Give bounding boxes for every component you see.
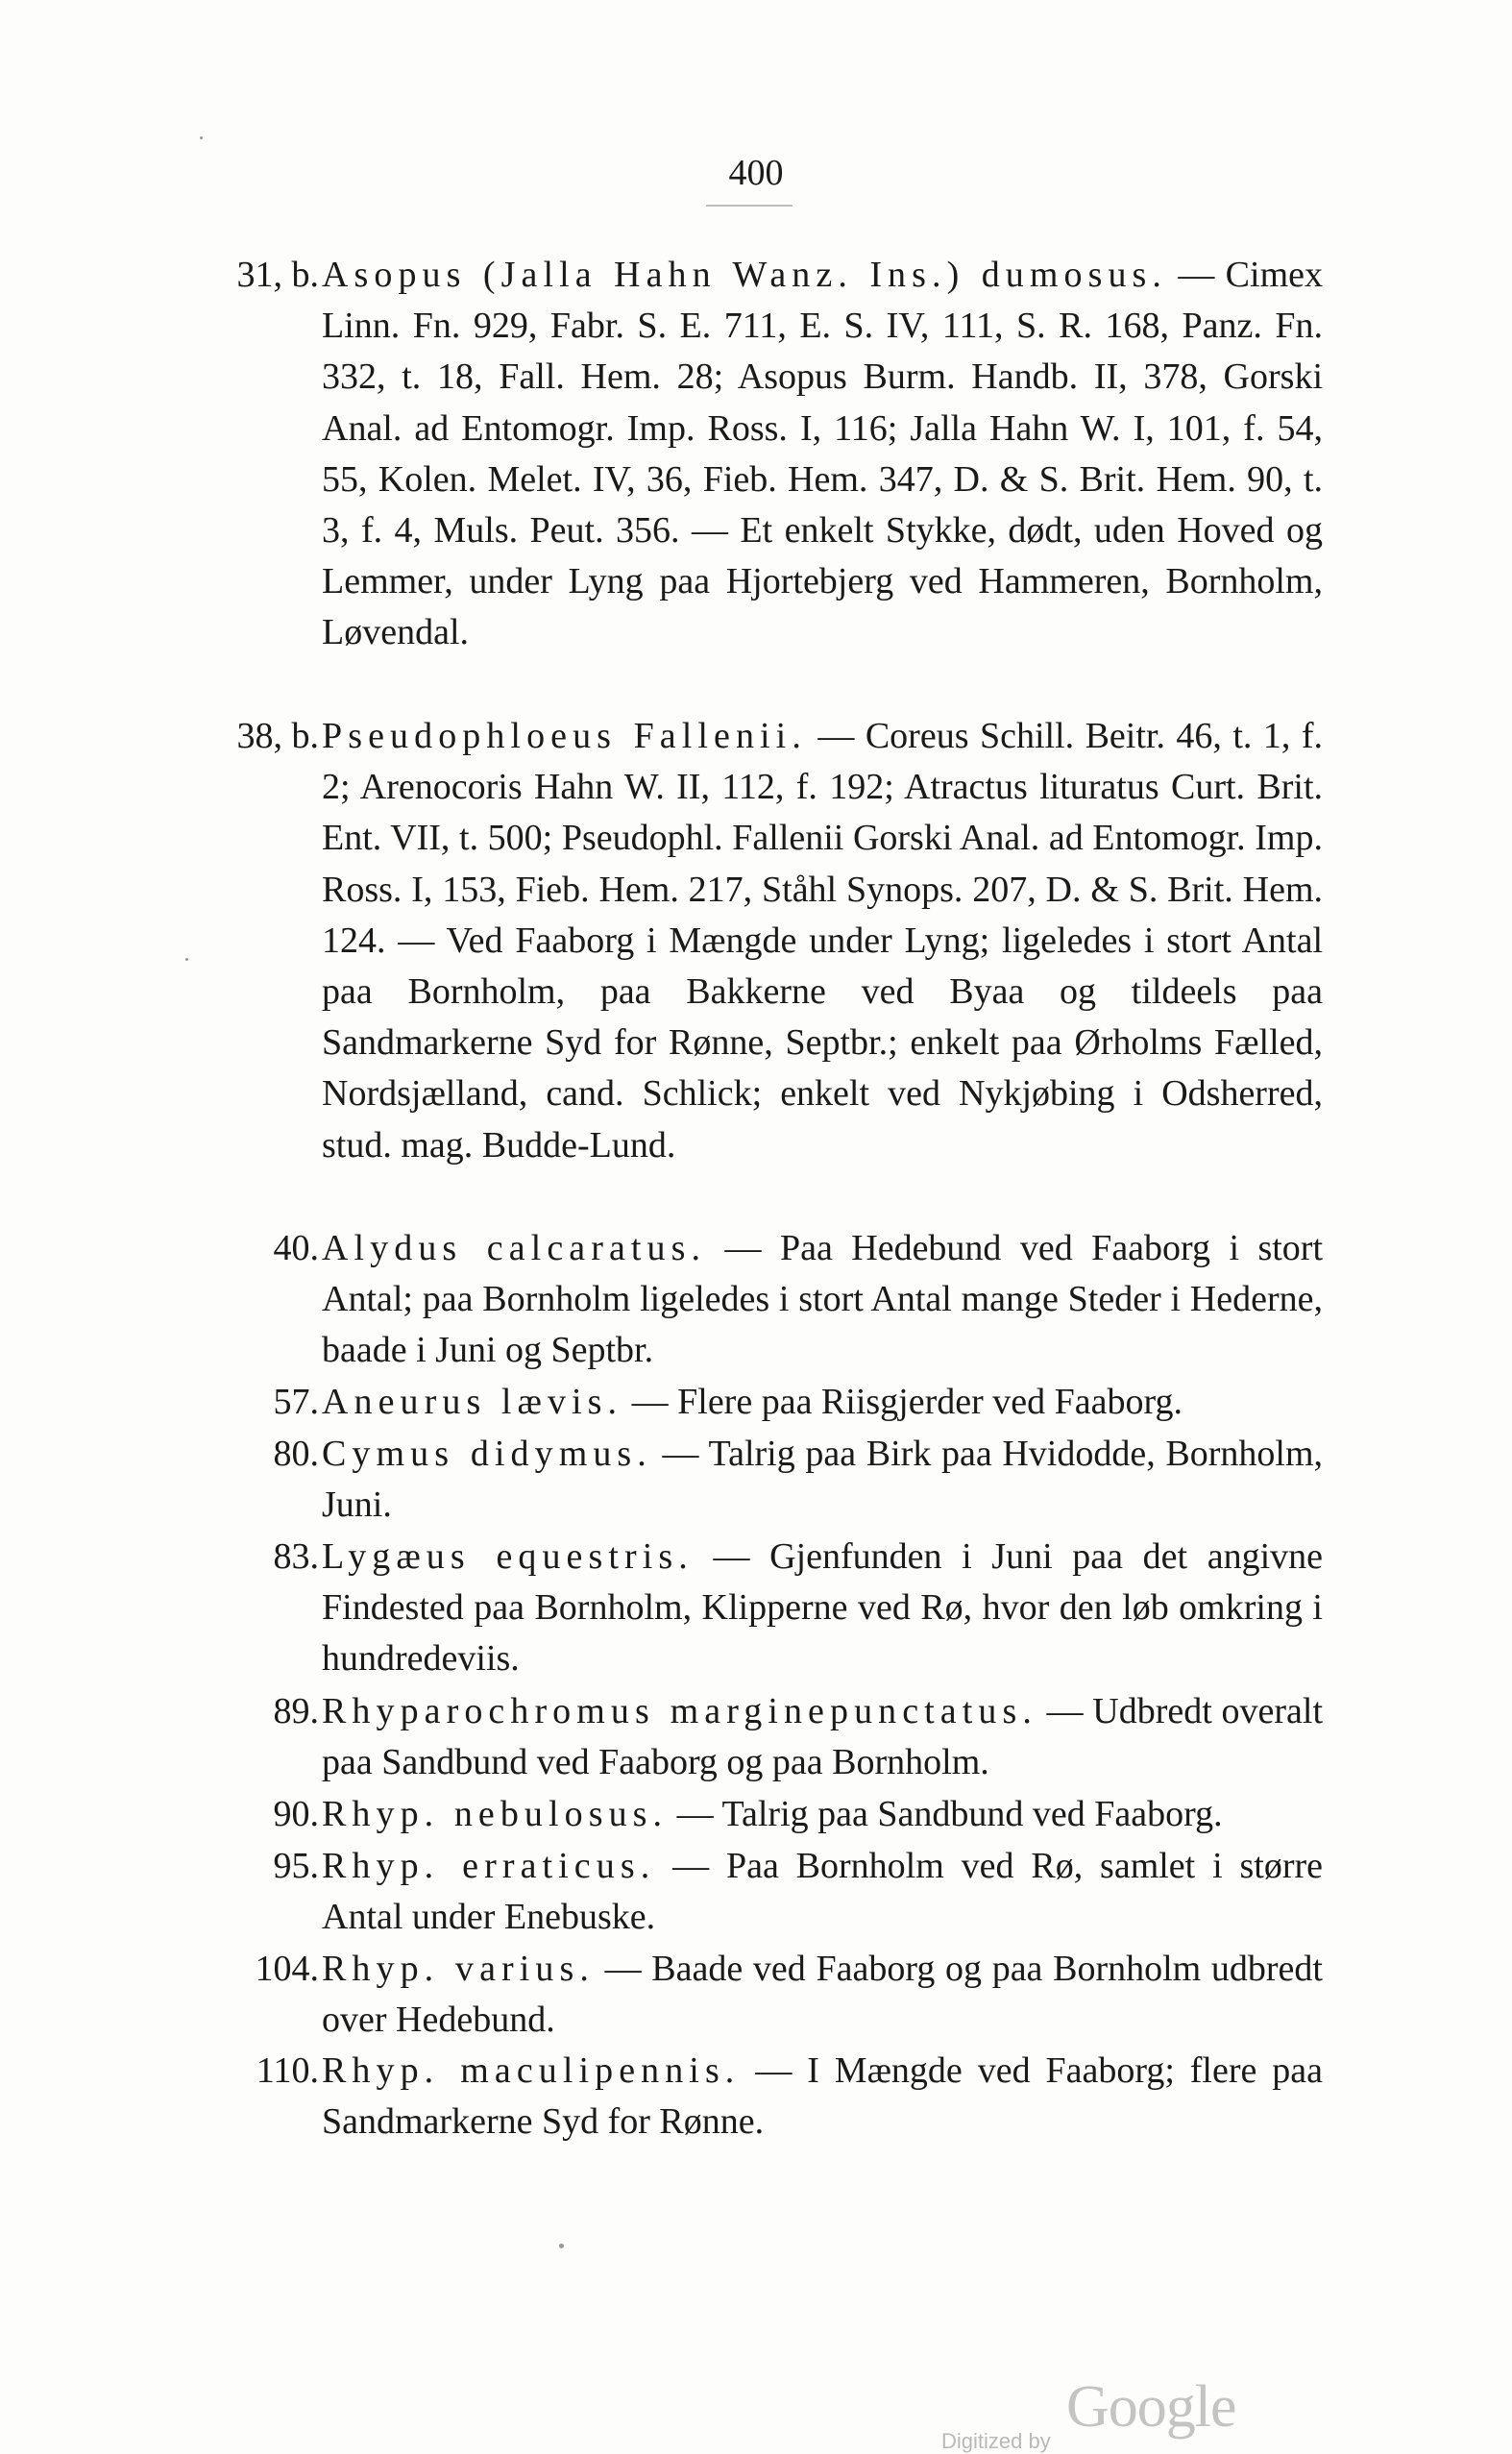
entry-number: 104. <box>255 1949 319 1989</box>
entry-body <box>322 1377 1323 1428</box>
entry-text: — Gjenfunden i Juni paa det angivne Findested paa Bornholm, Klipperne ved Rø, hvor den løb omkring i hundredeviis. <box>322 1536 1324 1680</box>
entry-body <box>322 1944 1323 2046</box>
entry-number: 89. <box>273 1691 319 1731</box>
entry-text: — Coreus Schill. Beitr. 46, t. 1, f. 2; Arenocoris Hahn W. II, 112, f. 192; Atractus lituratus Curt. Brit. Ent. VII, t. 500; Pseudophl. Fallenii Gorski Anal. ad Entomogr. Imp. Ross. I, 153, Fieb. Hem. 217, Ståhl Synops. 207, D. & S. Brit. Hem. 124. — Ved Faaborg i Mængde under Lyng; ligeledes i stort Antal paa Bornholm, paa Bakkerne ved Byaa og tildeels paa Sandmarkerne Syd for Rønne, Septbr.; enkelt paa Ørholms Fælled, Nordsjælland, cand. Schlick; enkelt ved Nykjøbing i Odsherred, stud. mag. Budde-Lund. <box>322 716 1324 1166</box>
entry-text: — Talrig paa Birk paa Hvidodde, Bornholm, Juni. <box>322 1434 1324 1526</box>
entry-number: 40. <box>273 1228 319 1268</box>
digitized-by-label: Digitized by <box>941 2429 1051 2453</box>
entry-number: 83. <box>273 1536 319 1577</box>
entry-body <box>322 1532 1323 1685</box>
page-number: 400 <box>728 153 784 193</box>
entry-body <box>322 711 1323 1171</box>
species-name: Cymus didymus. <box>322 1434 652 1474</box>
species-name: Asopus (Jalla Hahn Wanz. Ins.) dumosus. <box>322 255 1167 295</box>
scan-speck <box>185 958 188 961</box>
google-logo: Google <box>1066 2374 1236 2440</box>
entry-text: — Cimex Linn. Fn. 929, Fabr. S. E. 711, E. S. IV, 111, S. R. 168, Panz. Fn. 332, t. 18, Fall. Hem. 28; Asopus Burm. Handb. II, 378, Gorski Anal. ad Entomogr. Imp. Ross. I, 116; Jalla Hahn W. I, 101, f. 54, 55, Kolen. Melet. IV, 36, Fieb. Hem. 347, D. & S. Brit. Hem. 90, t. 3, f. 4, Muls. Peut. 356. — Et enkelt Stykke, dødt, uden Hoved og Lemmer, under Lyng paa Hjortebjerg ved Hammeren, Bornholm, Løvendal. <box>322 255 1324 653</box>
species-name: Alydus calcaratus. <box>322 1228 707 1268</box>
entry-text: — Talrig paa Sandbund ved Faaborg. <box>676 1794 1223 1834</box>
species-name: Aneurus lævis. <box>322 1382 623 1422</box>
entry-text: — Udbredt overalt paa Sandbund ved Faaborg og paa Bornholm. <box>322 1691 1324 1783</box>
entry-text: — I Mængde ved Faaborg; flere paa Sandmarkerne Syd for Rønne. <box>322 2050 1324 2143</box>
entry-number: 95. <box>273 1846 319 1886</box>
entry-body <box>322 1686 1323 1788</box>
species-name: Rhyp. varius. <box>322 1949 595 1989</box>
entry-number: 57. <box>273 1382 319 1422</box>
entry-body <box>322 2046 1323 2147</box>
entry-text: — Baade ved Faaborg og paa Bornholm udbredt over Hedebund. <box>322 1949 1323 2041</box>
entry-body <box>322 250 1323 659</box>
scan-speck <box>200 136 203 139</box>
entry-number: 110. <box>256 2050 319 2091</box>
entry-text: — Paa Hedebund ved Faaborg i stort Antal; paa Bornholm ligeledes i stort Antal mange Steder i Hederne, baade i Juni og Septbr. <box>322 1228 1324 1371</box>
species-name: Rhyp. nebulosus. <box>322 1794 669 1834</box>
entry-number: 90. <box>273 1794 319 1834</box>
entry-body <box>322 1841 1323 1943</box>
entry-number: 80. <box>273 1434 319 1474</box>
entry-text: — Flere paa Riisgjerder ved Faaborg. <box>631 1382 1183 1422</box>
species-name: Rhyp. erraticus. <box>322 1846 656 1886</box>
species-name: Rhyp. maculipennis. <box>322 2050 741 2091</box>
entry-body <box>322 1789 1323 1840</box>
scan-speck <box>559 2244 564 2248</box>
species-name: Lygæus equestris. <box>322 1536 694 1577</box>
entry-body <box>322 1223 1323 1377</box>
entry-text: — Paa Bornholm ved Rø, samlet i større Antal under Enebuske. <box>322 1846 1323 1938</box>
entry-number: 38, b. <box>236 716 319 756</box>
entry-body <box>322 1429 1323 1531</box>
page-number-rule <box>706 205 793 207</box>
entry-number: 31, b. <box>236 255 319 295</box>
species-name: Rhyparochromus marginepunctatus. <box>322 1691 1037 1731</box>
species-name: Pseudophloeus Fallenii. <box>322 716 807 756</box>
